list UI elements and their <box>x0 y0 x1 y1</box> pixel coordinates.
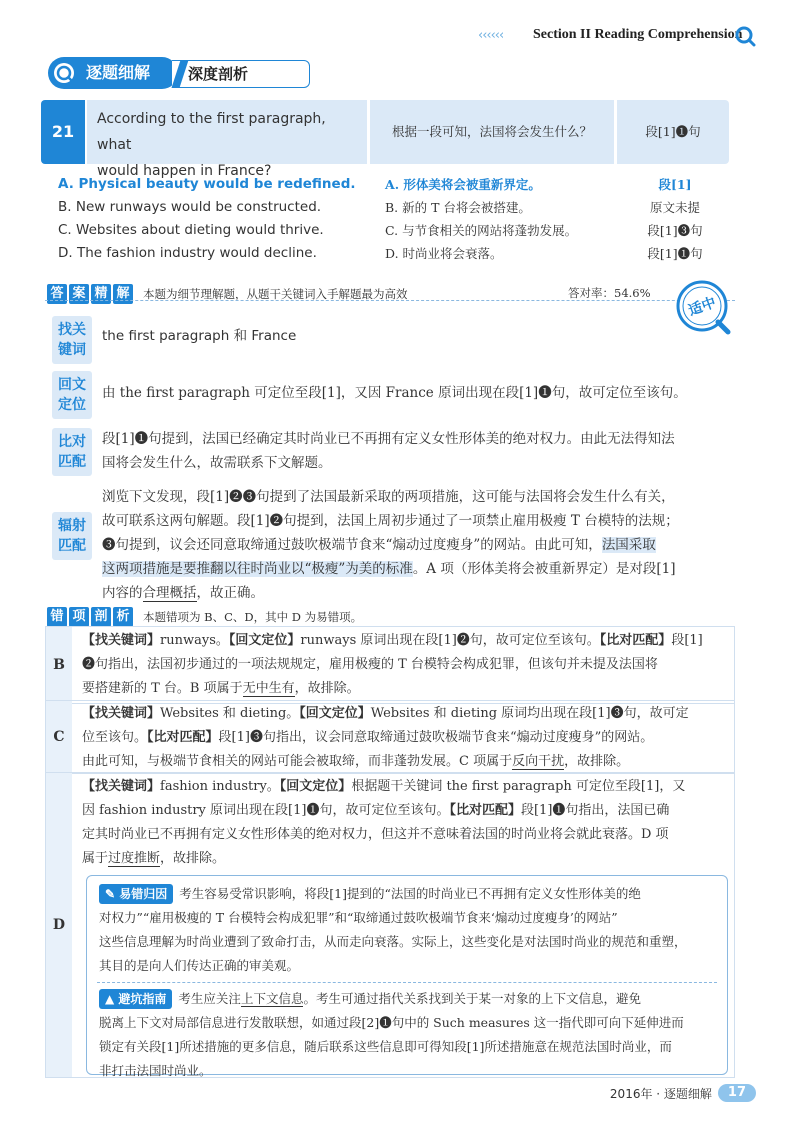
magnifier-icon <box>52 61 78 89</box>
question-number: 21 <box>41 100 85 164</box>
text-span: ，故排除。 <box>160 851 226 866</box>
heading-char: 析 <box>113 607 133 627</box>
question-text-en <box>87 100 367 179</box>
text-line <box>82 726 730 750</box>
label: 【找关键词】 <box>82 633 161 648</box>
text-line <box>99 987 715 1011</box>
option-a-en: A. Physical beauty would be redefined. <box>58 176 356 192</box>
text-span: ，故排除。 <box>294 681 360 696</box>
question-line-1: According to the first paragraph, what <box>97 111 326 153</box>
option-c-cn: C. 与节食相关的网站将蓬勃发展。 <box>385 223 578 238</box>
text-span: 因 fashion industry 原词出现在段[1]❶句，故可定位至该句。 <box>82 803 450 818</box>
tag-line: 比对 <box>58 434 86 450</box>
wrong-option-b <box>45 626 735 704</box>
underline: 过度推断 <box>108 851 161 866</box>
highlight: 法国采取 <box>601 537 656 553</box>
text-line <box>102 581 679 605</box>
underline: 反向干扰 <box>512 754 565 769</box>
step-tag-keywords <box>52 316 92 364</box>
text-span: 。考生可通过指代关系找到关于某一对象的上下文信息，避免 <box>303 991 641 1006</box>
wrong-d-text <box>82 775 730 871</box>
text-span: 根据题干关键词 the first paragraph 可定位至段[1]，又 <box>351 779 686 794</box>
option-letter: C <box>46 701 72 773</box>
step-keywords-text: the first paragraph 和 France <box>102 328 297 344</box>
question-ref: 段[1]❶句 <box>617 100 729 164</box>
text-line <box>82 702 730 726</box>
text-span: fashion industry。 <box>160 779 280 794</box>
tag-line: 键词 <box>58 342 86 358</box>
heading-char: 答 <box>47 284 67 304</box>
difficulty-stamp <box>672 276 732 336</box>
text-span: 段[1]❸句指出，议会同意取缔通过鼓吹极端节食来“煽动过度瘦身”的网站。 <box>218 730 654 745</box>
highlight: 这两项措施是要推翻以往时尚业以“极瘦”为美的标准 <box>102 561 413 577</box>
text-line: 故可联系这两句解题。段[1]❷句提到，法国上周初步通过了一项禁止雇用极瘦 T 台模特的法规； <box>102 513 679 529</box>
wrong-b-text <box>82 629 730 701</box>
label: 【比对匹配】 <box>147 730 219 745</box>
text-span: 属于 <box>82 851 109 866</box>
text-line <box>82 677 730 701</box>
answer-section-desc: 本题为细节理解题，从题干关键词入手解题最为高效 <box>143 287 408 301</box>
text-line: 这些信息理解为时尚业遭到了致命打击，从而走向衰落。实际上，这些变化是对法国时尚业的规范和重塑， <box>99 934 687 949</box>
text-span: 考生容易受常识影响，将段[1]提到的“法国的时尚业已不再拥有定义女性形体美的绝 <box>179 886 641 901</box>
difficulty-label: 适中 <box>686 294 719 320</box>
text-span: 段[1]❶句指出，法国已确 <box>520 803 670 818</box>
text-line: 脱离上下文对局部信息进行发散联想，如通过段[2]❶句中的 Such measures 这一指代即可向下延伸进而 <box>99 1015 684 1030</box>
option-d-en: D. The fashion industry would decline. <box>58 245 317 261</box>
text-line: 定其时尚业已不再拥有定义女性形体美的绝对权力，但这并不意味着法国的时尚业将会就此衰落。D 项 <box>82 827 669 842</box>
wrong-option-d <box>45 772 735 1078</box>
underline: 上下文信息 <box>240 991 304 1006</box>
banner-title: 逐题细解 <box>48 57 178 89</box>
text-span: 段[1] <box>671 633 703 648</box>
error-cause-label: ✎ 易错归因 <box>99 884 173 904</box>
header-arrows: ‹‹‹‹‹‹ <box>478 28 504 43</box>
text-line: 段[1]❶句提到，法国已经确定其时尚业已不再拥有定义女性形体美的绝对权力。由此无法得知法 <box>102 431 675 447</box>
label: 【回文定位】 <box>279 779 352 794</box>
tip-box <box>86 875 728 1078</box>
underline: 合理概括 <box>142 585 197 601</box>
text-line <box>82 775 730 799</box>
section-title: Section II Reading Comprehension <box>533 27 743 42</box>
question-line-2: would happen in France? <box>97 163 272 179</box>
step-locate-text: 由 the first paragraph 可定位至段[1]，又因 France 原词出现在段[1]❶句，故可定位至该句。 <box>102 385 687 401</box>
option-letter: B <box>46 627 72 703</box>
heading-char: 案 <box>69 284 89 304</box>
text-line <box>82 847 730 871</box>
section-banner <box>48 57 268 91</box>
underline: 无中生有 <box>242 681 295 696</box>
text-line: 其目的是向人们传达正确的审美观。 <box>99 958 300 973</box>
text-line: 浏览下文发现，段[1]❷❸句提到了法国最新采取的两项措施，这可能与法国将会发生什么有关， <box>102 489 675 505</box>
text-span: 要搭建新的 T 台。B 项属于 <box>82 681 243 696</box>
tag-line: 定位 <box>58 397 86 413</box>
heading-char: 精 <box>91 284 111 304</box>
text-span: 内容的 <box>102 585 143 601</box>
label: 【找关键词】 <box>82 706 161 721</box>
option-d-ref: 段[1]❶句 <box>647 246 703 261</box>
option-c-en: C. Websites about dieting would thrive. <box>58 222 324 238</box>
text-span: 位至该句。 <box>82 730 148 745</box>
text-span: 考生应关注 <box>178 991 241 1006</box>
warning-label: ▲ 避坑指南 <box>99 989 172 1009</box>
divider <box>45 300 735 301</box>
wrong-option-c <box>45 700 735 774</box>
tag-line: 匹配 <box>58 538 86 554</box>
heading-char: 解 <box>113 284 133 304</box>
text-line <box>99 882 715 906</box>
text-line: 国将会发生什么，故需联系下文解题。 <box>102 455 332 471</box>
page-number: 17 <box>718 1084 756 1102</box>
label-text: 避坑指南 <box>118 992 167 1006</box>
text-line: 对权力”“雇用极瘦的 T 台模特会构成犯罪”和“取缔通过鼓吹极端节食来‘煽动过度瘦身’的网站” <box>99 910 618 925</box>
label: 【比对匹配】 <box>449 803 521 818</box>
option-b-en: B. New runways would be constructed. <box>58 199 322 215</box>
tag-line: 匹配 <box>58 454 86 470</box>
footer-label: 2016年 · 逐题细解 <box>609 1086 712 1101</box>
tag-line: 回文 <box>58 377 86 393</box>
correct-rate: 答对率：54.6% <box>568 286 651 300</box>
option-b-ref: 原文未提 <box>649 200 700 215</box>
text-line: 非打击法国时尚业。 <box>99 1063 212 1078</box>
option-letter: D <box>46 773 72 1077</box>
text-line <box>82 750 730 774</box>
search-icon <box>734 25 756 51</box>
question-text-cn: 根据一段可知，法国将会发生什么？ <box>370 100 614 164</box>
text-span: runways 原词出现在段[1]❷句，故可定位至该句。 <box>300 633 600 648</box>
tip-divider <box>97 982 717 983</box>
text-line: 锁定有关段[1]所述措施的更多信息，随后联系这些信息即可得知段[1]所述措施意在规范法国时尚业，而 <box>99 1039 672 1054</box>
step-tag-expand <box>52 512 92 560</box>
answer-section-heading <box>47 283 408 305</box>
label: 【回文定位】 <box>299 706 371 721</box>
wrong-section-desc: 本题错项为 B、C、D，其中 D 为易错项。 <box>143 610 363 624</box>
text-span: Websites 和 dieting 原词均出现在段[1]❸句，故可定 <box>370 706 689 721</box>
tip-error-cause <box>87 876 727 978</box>
text-line <box>82 799 730 823</box>
text-span: 。A 项（形体美将会被重新界定）是对段[1] <box>412 561 676 577</box>
step-tag-compare <box>52 428 92 476</box>
heading-char: 错 <box>47 607 67 627</box>
step-tag-locate <box>52 371 92 419</box>
text-span: 由此可知，与极端节食相关的网站可能会被取缔，而非蓬勃发展。C 项属于 <box>82 754 513 769</box>
heading-char: 项 <box>69 607 89 627</box>
text-span: Websites 和 dieting。 <box>160 706 300 721</box>
text-span: ，故排除。 <box>564 754 630 769</box>
tag-line: 找关 <box>58 322 86 338</box>
label: 【回文定位】 <box>228 633 301 648</box>
page-footer <box>610 1084 756 1102</box>
option-a-ref: 段[1] <box>658 177 692 192</box>
text-line: ❷句指出，法国初步通过的一项法规规定，雇用极瘦的 T 台模特会构成犯罪，但该句并未提及法国将 <box>82 657 658 672</box>
heading-char: 剖 <box>91 607 111 627</box>
text-line <box>102 533 679 557</box>
text-span: ，故正确。 <box>196 585 264 601</box>
option-a-cn: A. 形体美将会被重新界定。 <box>385 177 541 192</box>
text-span: ❸句提到，议会还同意取缔通过鼓吹极端节食来“煽动过度瘦身”的网站。由此可知， <box>102 537 602 553</box>
text-line <box>82 629 730 653</box>
step-expand-text <box>102 485 679 605</box>
banner-subtitle: 深度剖析 <box>172 60 310 88</box>
step-compare-text <box>102 427 675 475</box>
label-text: 易错归因 <box>119 887 168 901</box>
wrong-section-heading <box>47 606 362 628</box>
tag-line: 辐射 <box>58 518 86 534</box>
label: 【比对匹配】 <box>599 633 672 648</box>
tip-avoid-guide <box>87 987 727 1083</box>
option-b-cn: B. 新的 T 台将会被搭建。 <box>385 200 531 215</box>
wrong-c-text <box>82 702 730 774</box>
option-d-cn: D. 时尚业将会衰落。 <box>385 246 503 261</box>
option-c-ref: 段[1]❸句 <box>647 223 703 238</box>
text-span: runways。 <box>160 633 229 648</box>
label: 【找关键词】 <box>82 779 161 794</box>
text-line <box>102 557 679 581</box>
